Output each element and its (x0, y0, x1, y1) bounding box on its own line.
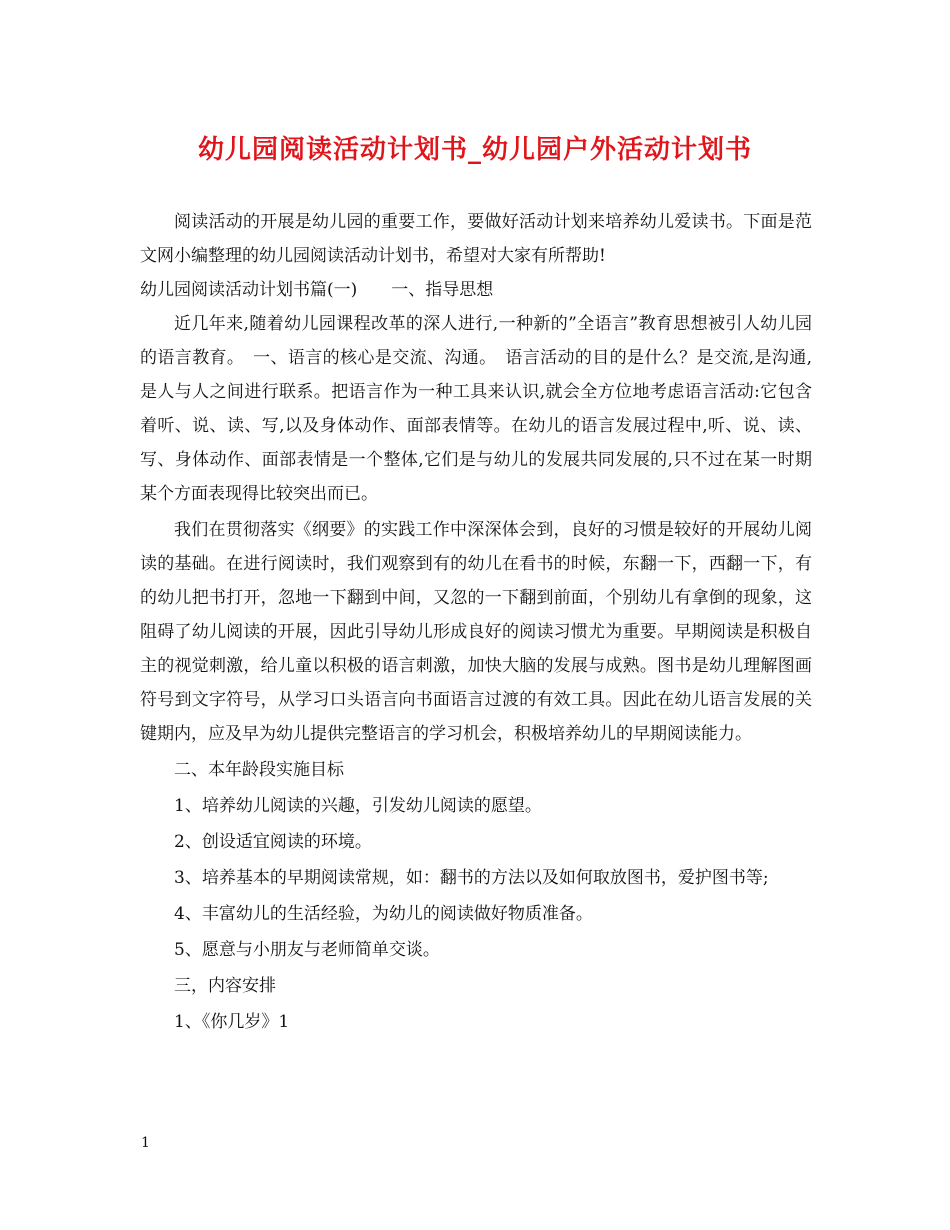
reading-habits-paragraph: 我们在贯彻落实《纲要》的实践工作中深深体会到，良好的习惯是较好的开展幼儿阅读的基础。在进行阅读时，我们观察到有的幼儿在看书的时候，东翻一下，西翻一下，有的幼儿把书打开，忽地一下翻到中间，又忽的一下翻到前面，个别幼儿有拿倒的现象，这阻碍了幼儿阅读的开展，因此引导幼儿形成良好的阅读习惯尤为重要。早期阅读是积极自主的视觉刺激，给儿童以积极的语言刺激，加快大脑的发展与成熟。图书是幼儿理解图画符号到文字符号，从学习口头语言向书面语言过渡的有效工具。因此在幼儿语言发展的关键期内，应及早为幼儿提供完整语言的学习机会，积极培养幼儿的早期阅读能力。 (140, 520, 812, 744)
goal-item-3: 3、培养基本的早期阅读常规，如：翻书的方法以及如何取放图书，爱护图书等; (174, 868, 769, 888)
document-body (140, 205, 812, 1039)
goal-item-5: 5、愿意与小朋友与老师简单交谈。 (174, 940, 440, 960)
document-title: 幼儿园阅读活动计划书_幼儿园户外活动计划书 (197, 135, 752, 165)
section-heading-guiding-thought: 幼儿园阅读活动计划书篇(一) 一、指导思想 (140, 280, 494, 300)
section-heading-content: 三，内容安排 (174, 976, 276, 996)
content-item-1: 1、《你几岁》1 (174, 1012, 290, 1032)
page-number: 1 (141, 1135, 150, 1151)
goal-item-4: 4、丰富幼儿的生活经验，为幼儿的阅读做好物质准备。 (174, 904, 593, 924)
section-heading-goals: 二、本年龄段实施目标 (174, 760, 344, 780)
whole-language-paragraph: 近几年来,随着幼儿园课程改革的深人进行,一种新的”全语言”教育思想被引人幼儿园的语言教育。 一、语言的核心是交流、沟通。 语言活动的目的是什么？是交流,是沟通,是人与人之间进行联系。把语言作为一种工具来认识,就会全方位地考虑语言活动:它包含着听、说、读、写,以及身体动作、面部表情等。在幼儿的语言发展过程中,听、说、读、写、身体动作、面部表情是一个整体,它们是与幼儿的发展共同发展的,只不过在某一时期某个方面表现得比较突出而已。 (140, 314, 812, 504)
goal-item-1: 1、培养幼儿阅读的兴趣，引发幼儿阅读的愿望。 (174, 796, 542, 816)
goal-item-2: 2、创设适宜阅读的环境。 (174, 832, 372, 852)
intro-paragraph: 阅读活动的开展是幼儿园的重要工作，要做好活动计划来培养幼儿爱读书。下面是范文网小编整理的幼儿园阅读活动计划书，希望对大家有所帮助! (140, 212, 812, 266)
